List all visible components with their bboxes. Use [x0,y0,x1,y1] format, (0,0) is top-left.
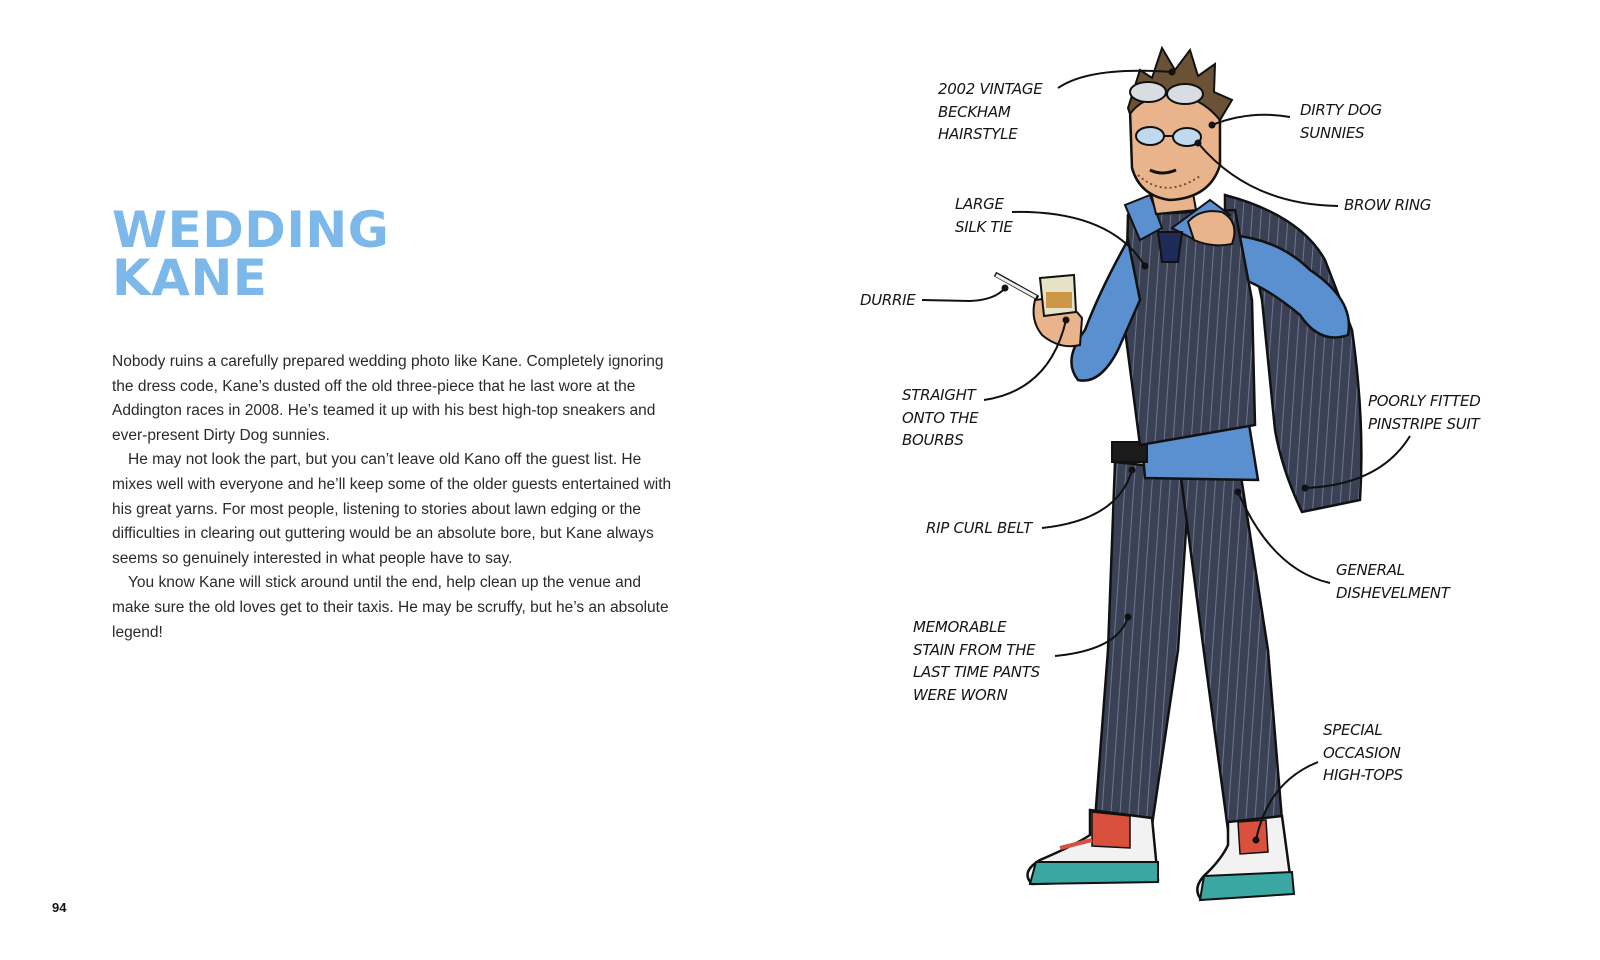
page-number: 94 [52,900,67,915]
label-sunnies: DIRTY DOG SUNNIES [1300,101,1382,142]
paragraph-1: Nobody ruins a carefully prepared wedding photo like Kane. Completely ignoring the dress code, Kane’s dusted off the old three-piece that he last wore at the Addington races in 2008. He’s teamed it up with his best high-top sneakers and ever-present Dirty Dog sunnies. [112,353,664,444]
title-line-2: KANE [112,249,268,307]
label-silk-tie: LARGE SILK TIE [955,195,1013,236]
paragraph-3: You know Kane will stick around until the end, help clean up the venue and make sure the old loves get to their taxis. He may be scruffy, but he’s an absolute legend! [112,574,669,641]
right-shoe [1197,816,1294,900]
label-brow-ring: BROW RING [1344,196,1432,214]
left-shoe [1028,810,1159,884]
vest [1125,210,1255,445]
title-line-1: WEDDING [112,201,390,259]
label-pinstripe: POORLY FITTED PINSTRIPE SUIT [1368,392,1481,433]
label-bourbs: STRAIGHT ONTO THE BOURBS [902,386,979,449]
callout-line-sunnies [1212,115,1290,125]
label-stain: MEMORABLE STAIN FROM THE LAST TIME PANTS WERE WORN [913,618,1040,704]
label-dishevelment: GENERAL DISHEVELMENT [1336,561,1450,602]
label-hightops: SPECIAL OCCASION HIGH-TOPS [1323,721,1403,784]
label-durrie: DURRIE [860,291,916,309]
paragraph-2: He may not look the part, but you can’t leave old Kano off the guest list. He mixes well with everyone and he’ll keep some of the older guests entertained with his great yarns. For most people, listening to stories about lawn edging or the difficulties in clearing out guttering would be an absolute bore, but Kane always seems so genuinely interested in what people have to say. [112,451,672,567]
left-leg [1095,462,1190,825]
label-hairstyle: 2002 VINTAGE BECKHAM HAIRSTYLE [938,80,1043,143]
silk-tie [1158,232,1182,262]
right-leg [1180,470,1282,830]
callout-line-durrie [922,288,1005,301]
label-belt: RIP CURL BELT [926,519,1033,537]
right-hand [1188,211,1234,245]
